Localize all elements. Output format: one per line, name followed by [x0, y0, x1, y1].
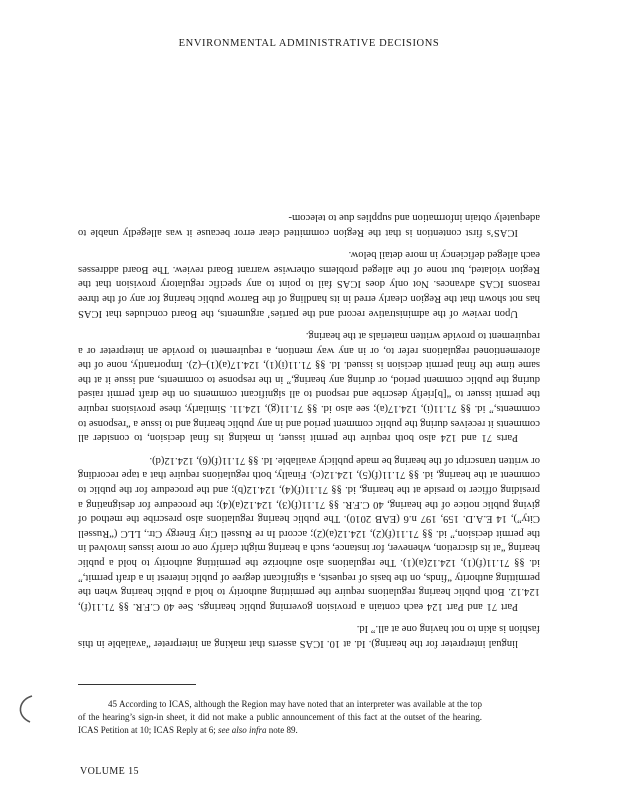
volume-footer: VOLUME 15 — [80, 766, 139, 777]
footnote-text-end: note 89. — [268, 725, 298, 735]
running-head: ENVIRONMENTAL ADMINISTRATIVE DECISIONS — [178, 38, 440, 49]
body-paragraph: Parts 71 and 124 also both require the permit issuer, in making its final decision, to consider all comments it receives during the public comment period and in any public hearing and to issue a “response to comments,” id. §§ 71.11(i), 124.17(a); see also id. §§ 71.11(g), 124.11. Similarly, these provisions require the permit issuer to “[b]riefly describe and respond to all significant comments on the draft permit raised during the public comment period, or during any hearing,” in the response to comments, and issue it at the same time the final permit decision is issued. Id. §§ 71.11(i)(1), 124.17(a)(1)–(2). Importantly, none of the aforementioned regulations refer to, or in any way mention, a requirement to provide an interpreter or a requirement to provide written materials at the hearing. — [78, 330, 540, 444]
footnote-see-also: see also infra — [218, 725, 267, 735]
body-paragraph: Part 71 and Part 124 each contain a provision governing public hearings. See 40 C.F.R. §§ 71.11(f), 124.12. Both public hearing regulations require the permitting authority to hold a public hearing when the permitting authority “finds, on the basis of requests, a significant degree of public interest in a draft permit,” id. §§ 71.11(f)(1), 124.12(a)(1). The regulations also authorize the permitting authority to hold a public hearing “at its discretion, whenever, for instance, such a hearing might clarify one or more issues involved in the permit decision,” id. §§ 71.11(f)(2), 124.12(a)(2); accord In re Russell City Energy Ctr., LLC (“Russell City”), 14 E.A.D. 159, 197 n.6 (EAB 2010). The public hearing regulations also prescribe the method of giving public notice of the hearing, 40 C.F.R. §§ 71.11(f)(3), 124.12(a)(4); the procedure for designating a presiding officer to preside at the hearing, id. §§ 71.11(f)(4), 124.12(b); and the procedure for the public to comment at the hearing, id. §§ 71.11(f)(5), 124.12(c). Finally, both regulations require that a tape recording or written transcript of the hearing be made publicly available. Id. §§ 71.11(f)(6), 124.12(d). — [78, 454, 540, 612]
footnote-number: 45 — [108, 699, 117, 709]
body-paragraph: lingual interpreter for the hearing). Id. at 10. ICAS asserts that making an interpreter “available in this fashion is akin to not having one at all.” Id. — [78, 623, 540, 649]
footnote — [78, 698, 482, 737]
body-paragraph: ICAS’s first contention is that the Region committed clear error because it was allegedly unable to adequately obtain information and supplies due to telecom- — [78, 211, 540, 238]
body-paragraph: Upon review of the administrative record and the parties’ arguments, the Board concludes that ICAS has not shown that the Region clearly erred in its handling of the Barrow public hearing for any of the three reasons ICAS advances. Not only does ICAS fail to point to any specific regulatory provision that the Region violated, but none of the alleged problems otherwise warrant Board review. The Board addresses each alleged deficiency in more detail below. — [78, 249, 540, 319]
footnote-text: According to ICAS, although the Region may have noted that an interpreter was available at the top of the hearing’s sign-in sheet, it did not make a public announcement of this fact at the outset of the hearing. ICAS Petition at 10; ICAS Reply at 6; — [78, 699, 482, 735]
body-text-upside-down — [78, 60, 540, 650]
footnote-rule — [78, 684, 196, 685]
scan-artifact-icon — [14, 694, 40, 724]
